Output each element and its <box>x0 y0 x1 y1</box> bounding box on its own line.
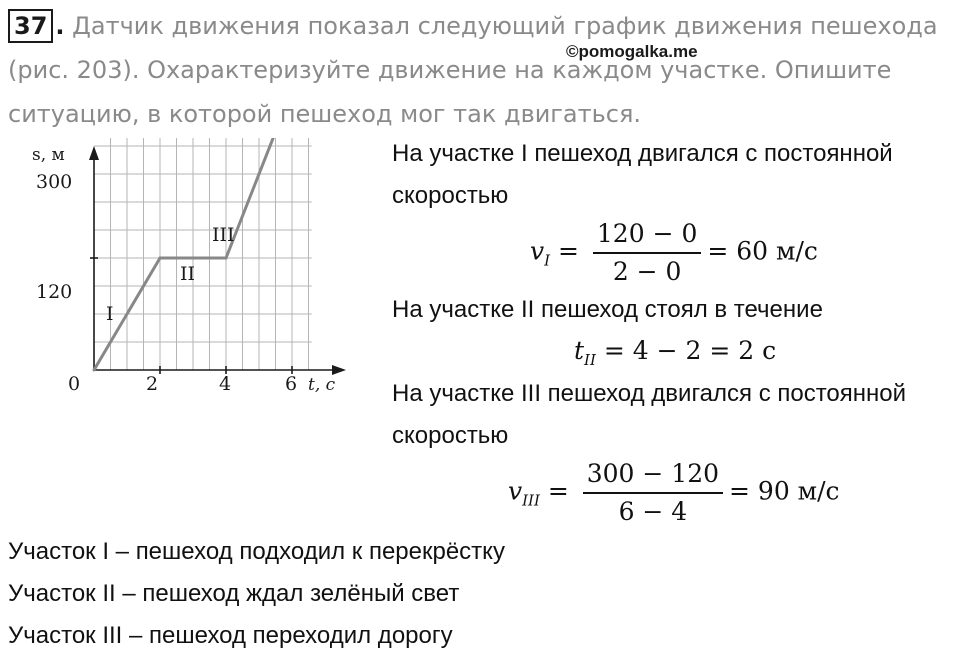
eq3-result: = 90 м/с <box>729 476 840 506</box>
solution-line-2: На участке II пешеход стоял в течение <box>392 296 823 323</box>
x-axis-arrow-icon <box>332 365 346 375</box>
eq3-denominator: 6 − 4 <box>618 497 688 526</box>
eq2-var: t <box>574 336 585 365</box>
solution-line-1b: скоростью <box>392 182 509 209</box>
eq2-expr: = 4 − 2 = 2 с <box>603 336 777 365</box>
watermark: ©pomogalka.me <box>566 42 698 61</box>
solution-line-3: На участке III пешеход двигался с постоянной <box>392 380 907 407</box>
problem-number: 37 <box>8 9 53 43</box>
problem-number-dot: . <box>55 12 65 40</box>
motion-graph <box>26 138 356 398</box>
y-axis-arrow-icon <box>89 146 99 160</box>
conclusion-3: Участок III – пешеход переходил дорогу <box>8 622 453 649</box>
x-tick-label-6: 6 <box>285 373 298 395</box>
data-point <box>93 369 96 372</box>
eq1-result: = 60 м/с <box>707 236 818 266</box>
y-tick-label-300: 300 <box>36 171 73 193</box>
y-tick-label-120: 120 <box>36 281 73 303</box>
eq3-sub: III <box>522 491 540 510</box>
segment-label-1: I <box>106 303 114 325</box>
x-tick-label-4: 4 <box>219 373 232 395</box>
eq1-var: v <box>530 236 545 266</box>
x-axis-label: t, с <box>308 375 336 395</box>
data-point <box>225 257 228 260</box>
conclusion-2: Участок II – пешеход ждал зелёный свет <box>8 580 460 607</box>
eq3-numerator: 300 − 120 <box>583 456 723 494</box>
problem-text: Датчик движения показал следующий график движения пешехода (рис. 203). Охарактеризуйте движение на каждом участке. Опишите ситуацию, в которой пешеход мог так двигаться. <box>8 12 938 128</box>
eq2-sub: II <box>584 351 596 369</box>
axis-ticks <box>90 138 292 374</box>
segment-label-3: III <box>212 224 235 246</box>
y-axis-label: s, м <box>32 145 65 165</box>
conclusion-1: Участок I – пешеход подходил к перекрёстку <box>8 538 505 565</box>
segment-label-2: II <box>180 263 196 285</box>
origin-label: 0 <box>68 373 81 395</box>
eq1-sub: I <box>544 251 551 270</box>
eq1-fraction <box>593 216 701 290</box>
problem-statement <box>8 4 948 136</box>
eq3-fraction <box>583 456 723 530</box>
data-point <box>159 257 162 260</box>
equation-v3: $v_{III}$ = $\frac{300 - 120}{6 - 4}$ = 90 м/с <box>508 456 840 530</box>
graph-grid <box>94 138 312 370</box>
eq1-numerator: 120 − 0 <box>593 216 701 254</box>
solution-line-3b: скоростью <box>392 422 509 449</box>
equation-v1: $v_I$ = $\frac{120 - 0}{2 - 0}$ = 60 м/с <box>530 216 818 290</box>
solution-line-1: На участке I пешеход двигался с постоянной <box>392 140 893 167</box>
eq3-var: v <box>508 476 523 506</box>
x-tick-label-2: 2 <box>146 373 159 395</box>
eq1-denominator: 2 − 0 <box>612 257 682 286</box>
equation-t2 <box>574 336 776 369</box>
